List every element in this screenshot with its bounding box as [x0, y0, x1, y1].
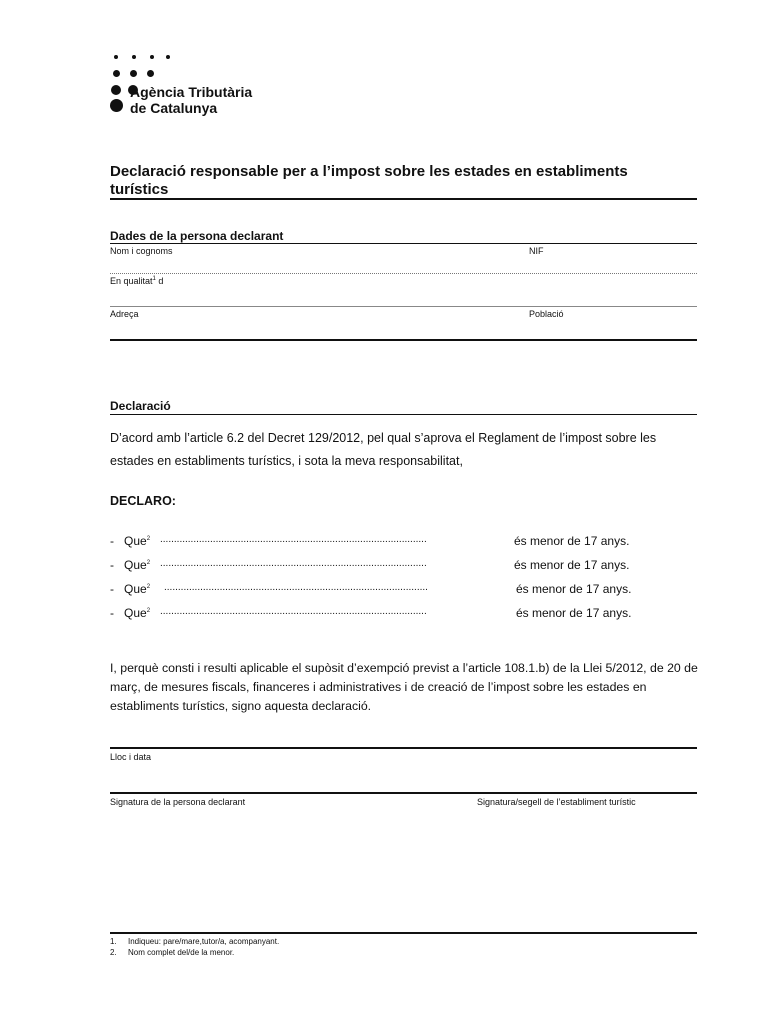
footnote-text: Nom complet del/de la menor. [128, 948, 235, 957]
agency-name-line2: de Catalunya [130, 100, 218, 116]
row-bullet: - [110, 582, 114, 596]
nif-label: NIF [529, 246, 544, 256]
row-prefix: Que$^2$ [124, 582, 151, 596]
name-label: Nom i cognoms [110, 246, 173, 256]
row-suffix: és menor de 17 anys. [516, 606, 632, 620]
declaro-label: DECLARO: [110, 494, 176, 508]
declarant-signature-label: Signatura de la persona declarant [110, 797, 246, 807]
title-rule [110, 198, 697, 200]
town-label: Població [529, 309, 564, 319]
row-footnote-ref: 2 [146, 536, 151, 542]
row-prefix: Que$^2$ [124, 534, 151, 548]
row-bullet: - [110, 558, 114, 572]
row-suffix: és menor de 17 anys. [516, 582, 632, 596]
row-suffix: és menor de 17 anys. [514, 534, 630, 548]
capacity-label-text: En qualitat [110, 276, 153, 286]
row-fill-dots[interactable]: ................................................................................................ [160, 558, 427, 569]
declaration-intro: D’acord amb l’article 6.2 del Decret 129/2012, pel qual s’aprova el Reglament de l’impost sobre les estades en establiments turístics, i sota la meva responsabilitat, [110, 431, 657, 468]
declaration-rule [110, 414, 697, 415]
declarant-heading: Dades de la persona declarant [110, 229, 284, 243]
footnote-text: Indiqueu: pare/mare,tutor/a, acompanyant. [128, 937, 280, 946]
document-title: Declaració responsable per a l’impost sobre les estades en establiments turístics [110, 163, 628, 198]
row-fill-dots[interactable]: ................................................................................................ [160, 606, 427, 617]
capacity-label [110, 276, 163, 286]
row-footnote-ref: 2 [146, 608, 151, 614]
row-prefix: Que$^2$ [124, 606, 151, 620]
address-label: Adreça [110, 309, 139, 319]
agency-name-line1: Agència Tributària [130, 84, 253, 100]
footnote-number: 1. [110, 937, 117, 946]
footnotes-rule [110, 932, 697, 934]
signature-rule[interactable] [110, 792, 697, 794]
declaration-closing: I, perquè consti i resulti aplicable el supòsit d’exempció previst a l’article 108.1.b) de la Llei 5/2012, de 20 de març, de mesures fiscals, financeres i administratives i de creació de l’impost sobre les estades en establiments turístics, signo aquesta declaració. [110, 661, 698, 713]
name-line[interactable] [110, 273, 697, 274]
row-fill-dots[interactable]: ............................................................................................... [164, 582, 428, 593]
place-date-label: Lloc i data [110, 752, 152, 762]
agency-name [130, 84, 252, 116]
capacity-footnote-ref: 1 [152, 276, 156, 282]
declaration-heading: Declaració [110, 399, 171, 413]
row-fill-dots[interactable]: ................................................................................................ [160, 534, 427, 545]
establishment-signature-label: Signatura/segell de l’establiment turístic [477, 797, 636, 807]
row-prefix: Que$^2$ [124, 558, 151, 572]
row-bullet: - [110, 606, 114, 620]
capacity-line[interactable] [110, 306, 697, 307]
row-footnote-ref: 2 [146, 584, 151, 590]
address-line[interactable] [110, 339, 697, 341]
row-suffix: és menor de 17 anys. [514, 558, 630, 572]
row-footnote-ref: 2 [146, 560, 151, 566]
footnote-number: 2. [110, 948, 117, 957]
place-date-rule [110, 747, 697, 749]
declarant-rule [110, 243, 697, 244]
capacity-label-suffix: d [158, 276, 164, 286]
row-bullet: - [110, 534, 114, 548]
